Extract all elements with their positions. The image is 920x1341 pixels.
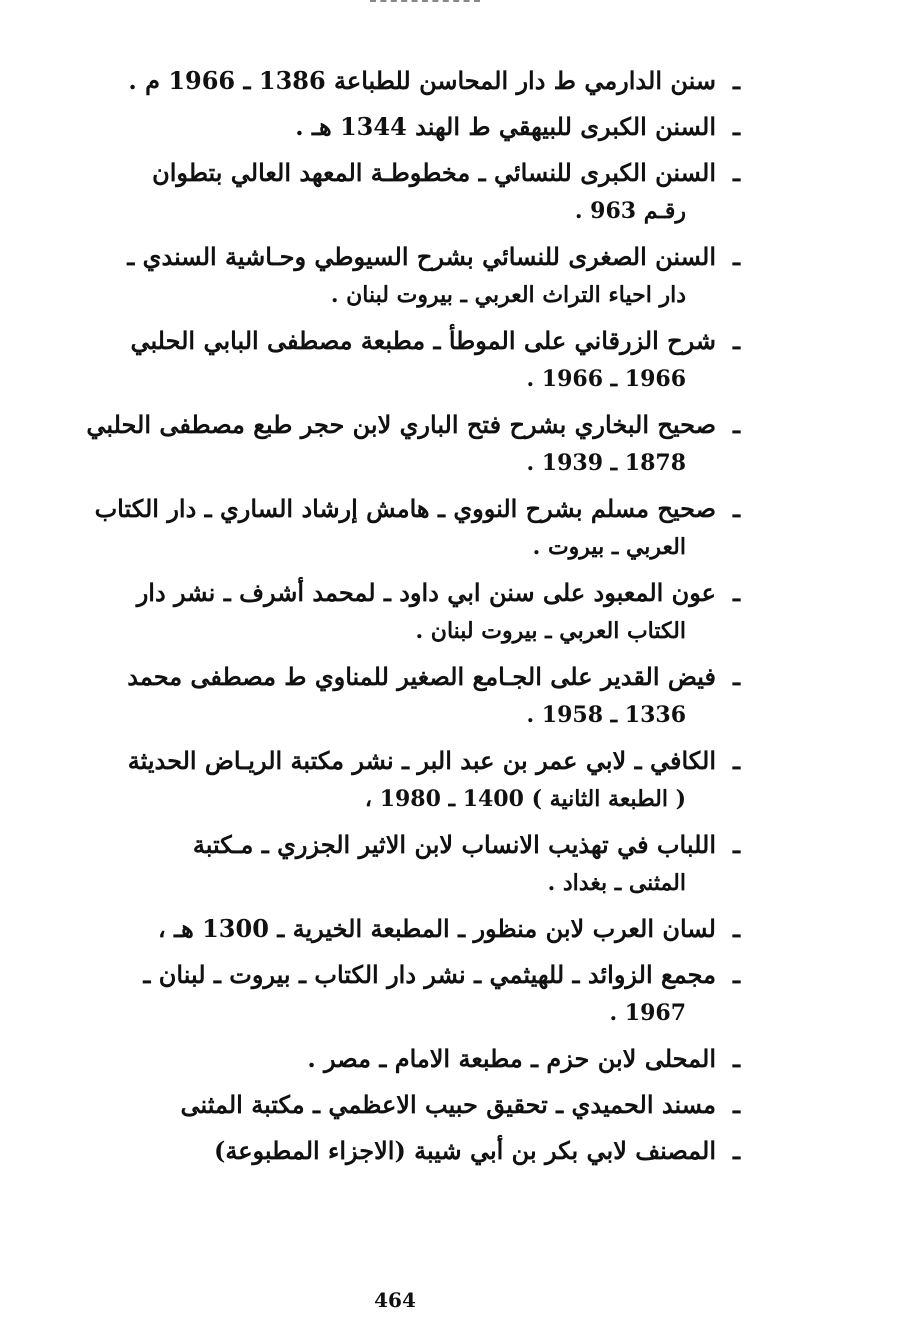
entry-line: السنن الكبرى للبيهقي ط الهند 1344 هـ .: [295, 112, 716, 141]
entry-line-continued: المثنى ـ بغداد .: [547, 870, 686, 896]
entry-line: صحيح البخاري بشرح فتح الباري لابن حجر طبع مصطفى الحلبي: [86, 410, 716, 439]
bibliography-entry-16: [80, 1132, 740, 1170]
entry-line: صحيح مسلم بشرح النووي ـ هامش إرشاد الساري ـ دار الكتاب: [94, 494, 716, 523]
entry-line-continued: ( الطبعة الثانية ) 1400 ـ 1980 ،: [364, 786, 686, 812]
page-number: 464: [374, 1288, 416, 1312]
bibliography-entry-10: [80, 742, 740, 818]
entry-line-continued: العربي ـ بيروت .: [532, 534, 686, 560]
entry-dash: ـ: [732, 158, 740, 187]
entry-line: مسند الحميدي ـ تحقيق حبيب الاعظمي ـ مكتبة المثنى: [180, 1090, 716, 1119]
entry-dash: ـ: [732, 746, 740, 775]
entry-dash: ـ: [732, 112, 740, 141]
bibliography-entry-4: [80, 238, 740, 314]
bibliography-entry-12: [80, 910, 740, 948]
bibliography-entry-8: [80, 574, 740, 650]
entry-line-continued: رقـم 963 .: [574, 198, 686, 224]
entry-line-continued: الكتاب العربي ـ بيروت لبنان .: [415, 618, 686, 644]
bibliography-list: [80, 62, 740, 1178]
bibliography-entry-5: [80, 322, 740, 398]
entry-line: عون المعبود على سنن ابي داود ـ لمحمد أشرف ـ نشر دار: [136, 578, 716, 607]
entry-dash: ـ: [732, 242, 740, 271]
entry-line: المصنف لابي بكر بن أبي شيبة (الاجزاء المطبوعة): [213, 1136, 716, 1165]
entry-line-continued: دار احياء التراث العربي ـ بيروت لبنان .: [330, 282, 686, 308]
entry-line: سنن الدارمي ط دار المحاسن للطباعة 1386 ـ 1966 م .: [128, 66, 716, 95]
entry-dash: ـ: [732, 578, 740, 607]
bibliography-entry-2: [80, 108, 740, 146]
entry-dash: ـ: [732, 662, 740, 691]
entry-dash: ـ: [732, 1090, 740, 1119]
entry-dash: ـ: [732, 830, 740, 859]
entry-dash: ـ: [732, 410, 740, 439]
bibliography-entry-14: [80, 1040, 740, 1078]
entry-dash: ـ: [732, 914, 740, 943]
entry-line: الكافي ـ لابي عمر بن عبد البر ـ نشر مكتبة الريـاض الحديثة: [127, 746, 716, 775]
entry-line: فيض القدير على الجـامع الصغير للمناوي ط مصطفى محمد: [127, 662, 716, 691]
bibliography-entry-13: [80, 956, 740, 1032]
entry-dash: ـ: [732, 326, 740, 355]
entry-line: شرح الزرقاني على الموطأ ـ مطبعة مصطفى البابي الحلبي: [130, 326, 716, 355]
entry-line: اللباب في تهذيب الانساب لابن الاثير الجزري ـ مـكتبة: [192, 830, 716, 859]
entry-line-continued: 1967 .: [609, 1000, 686, 1026]
entry-dash: ـ: [732, 1044, 740, 1073]
entry-line-continued: 1966 ـ 1966 .: [526, 366, 686, 392]
bibliography-entry-15: [80, 1086, 740, 1124]
entry-line-continued: 1336 ـ 1958 .: [526, 702, 686, 728]
entry-line: مجمع الزوائد ـ للهيثمي ـ نشر دار الكتاب ـ بيروت ـ لبنان ـ: [143, 960, 716, 989]
entry-dash: ـ: [732, 1136, 740, 1165]
entry-line: السنن الكبرى للنسائي ـ مخطوطـة المعهد العالي بتطوان: [152, 158, 716, 187]
bibliography-entry-6: [80, 406, 740, 482]
entry-dash: ـ: [732, 960, 740, 989]
entry-line: السنن الصغرى للنسائي بشرح السيوطي وحـاشية السندي ـ: [127, 242, 716, 271]
entry-line-continued: 1878 ـ 1939 .: [526, 450, 686, 476]
entry-dash: ـ: [732, 494, 740, 523]
top-rule: [370, 0, 480, 4]
entry-line: لسان العرب لابن منظور ـ المطبعة الخيرية ـ 1300 هـ ،: [157, 914, 716, 943]
bibliography-entry-7: [80, 490, 740, 566]
bibliography-entry-11: [80, 826, 740, 902]
entry-line: المحلى لابن حزم ـ مطبعة الامام ـ مصر .: [307, 1044, 716, 1073]
entry-dash: ـ: [732, 66, 740, 95]
bibliography-entry-3: [80, 154, 740, 230]
bibliography-entry-1: [80, 62, 740, 100]
bibliography-entry-9: [80, 658, 740, 734]
